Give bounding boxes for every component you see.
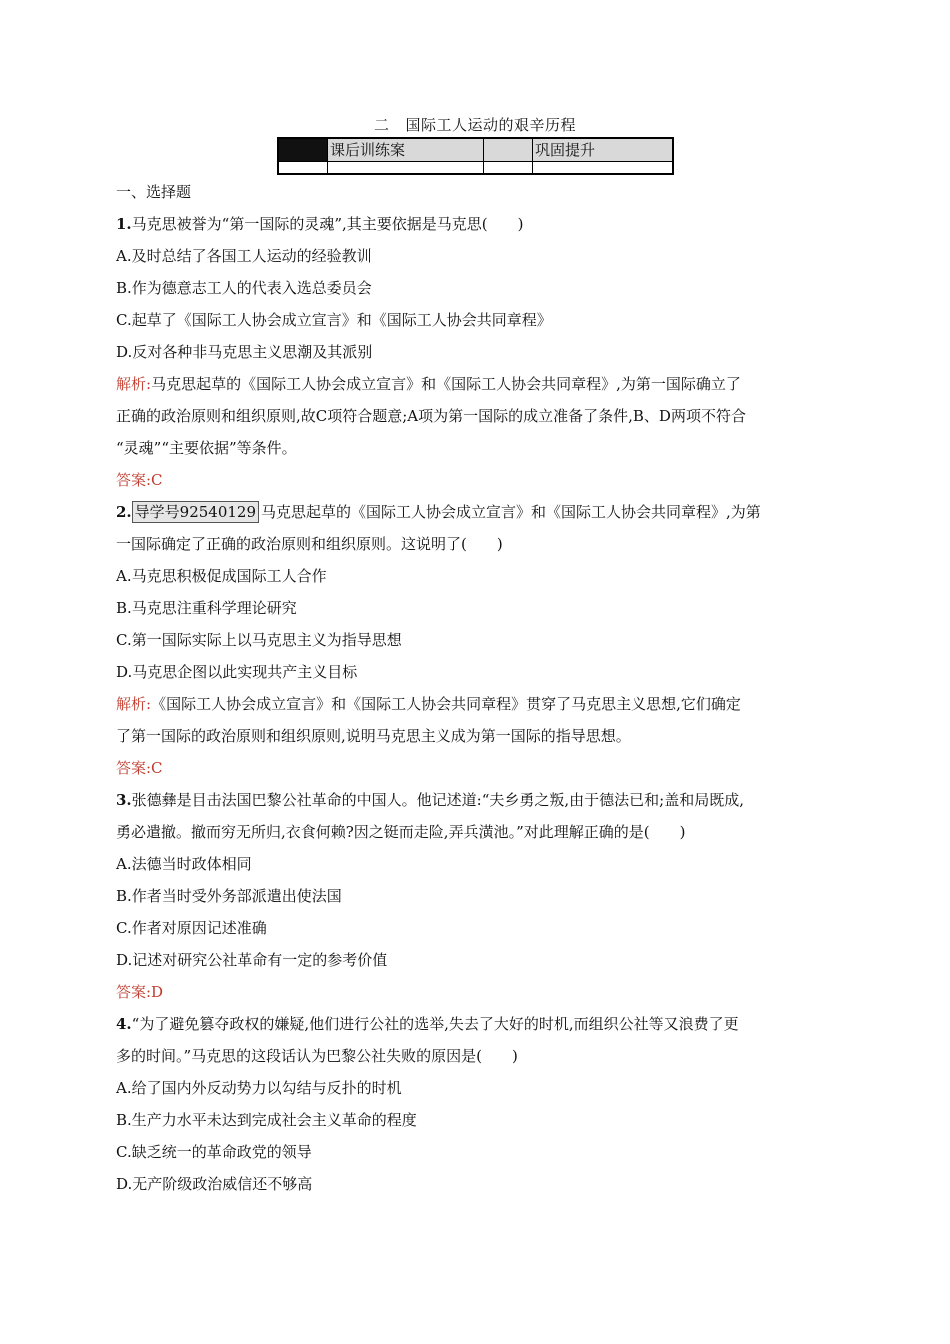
stem-text: “为了避免篡夺政权的嫌疑,他们进行公社的选举,失去了大好的时机,而组织公社等又浪费了更 <box>131 1015 739 1033</box>
header-cell-blank <box>484 138 533 162</box>
question-2-answer: 答案:C <box>116 759 163 777</box>
question-number: 3. <box>116 791 132 809</box>
analysis-label: 解析: <box>116 695 152 713</box>
stem-text: 张德彝是目击法国巴黎公社革命的中国人。他记述道:“夫乡勇之叛,由于德法已和;盖和局既成, <box>131 791 744 809</box>
analysis-text: 马克思起草的《国际工人协会成立宣言》和《国际工人协会共同章程》,为第一国际确立了 <box>151 375 741 393</box>
question-4-option-c: C.缺乏统一的革命政党的领导 <box>116 1143 312 1161</box>
section-heading: 一、选择题 <box>116 183 192 201</box>
question-2-option-c: C.第一国际实际上以马克思主义为指导思想 <box>116 631 402 649</box>
question-4-option-d: D.无产阶级政治威信还不够高 <box>116 1175 313 1193</box>
header-cell-empty <box>278 162 328 175</box>
question-3-answer: 答案:D <box>116 983 164 1001</box>
question-4-stem <box>116 1012 836 1044</box>
stem-text: 马克思起草的《国际工人协会成立宣言》和《国际工人协会共同章程》,为第 <box>261 503 761 521</box>
header-cell-empty <box>328 162 484 175</box>
question-1-analysis-cont: “灵魂”“主要依据”等条件。 <box>116 439 297 457</box>
header-cell-empty <box>533 162 674 175</box>
header-cell-consolidate: 巩固提升 <box>533 138 674 162</box>
question-1-option-c: C.起草了《国际工人协会成立宣言》和《国际工人协会共同章程》 <box>116 311 552 329</box>
question-list <box>116 180 836 1204</box>
guide-number-tag[interactable]: 导学号92540129 <box>132 501 259 523</box>
question-3-option-d: D.记述对研究公社革命有一定的参考价值 <box>116 951 388 969</box>
header-cell-training: 课后训练案 <box>328 138 484 162</box>
question-4-stem-cont: 多的时间。”马克思的这段话认为巴黎公社失败的原因是( ) <box>116 1047 518 1065</box>
question-3-stem-cont: 勇必遣撤。撤而穷无所归,衣食何赖?因之铤而走险,弄兵潢池。”对此理解正确的是( ) <box>116 823 686 841</box>
question-2-analysis-cont: 了第一国际的政治原则和组织原则,说明马克思主义成为第一国际的指导思想。 <box>116 727 631 745</box>
question-1-answer: 答案:C <box>116 471 163 489</box>
question-1-option-a: A.及时总结了各国工人运动的经验教训 <box>116 247 372 265</box>
question-1-option-d: D.反对各种非马克思主义思潮及其派别 <box>116 343 373 361</box>
header-cell-empty <box>484 162 533 175</box>
question-1-stem <box>116 212 836 244</box>
question-3-option-a: A.法德当时政体相同 <box>116 855 252 873</box>
question-2-stem-cont: 一国际确定了正确的政治原则和组织原则。这说明了( ) <box>116 535 503 553</box>
question-number: 1. <box>116 215 132 233</box>
stem-text: 马克思被誉为“第一国际的灵魂”,其主要依据是马克思( ) <box>131 215 524 233</box>
title-number: 二 <box>373 116 390 134</box>
title-text: 国际工人运动的艰辛历程 <box>405 116 577 134</box>
question-1-option-b: B.作为德意志工人的代表入选总委员会 <box>116 279 372 297</box>
question-4-option-a: A.给了国内外反动势力以勾结与反扑的时机 <box>116 1079 402 1097</box>
question-2-analysis <box>116 692 836 724</box>
analysis-text: 《国际工人协会成立宣言》和《国际工人协会共同章程》贯穿了马克思主义思想,它们确定 <box>151 695 741 713</box>
header-table <box>277 137 674 175</box>
page-title <box>0 114 950 136</box>
question-4-option-b: B.生产力水平未达到完成社会主义革命的程度 <box>116 1111 417 1129</box>
question-3-option-c: C.作者对原因记述准确 <box>116 919 267 937</box>
question-1-analysis-cont: 正确的政治原则和组织原则,故C项符合题意;A项为第一国际的成立准备了条件,B、D两项不符合 <box>116 407 746 425</box>
header-cell-black <box>278 138 328 162</box>
question-2-stem <box>116 500 836 532</box>
question-2-option-d: D.马克思企图以此实现共产主义目标 <box>116 663 358 681</box>
question-1-analysis <box>116 372 836 404</box>
question-3-option-b: B.作者当时受外务部派遣出使法国 <box>116 887 342 905</box>
question-2-option-a: A.马克思积极促成国际工人合作 <box>116 567 327 585</box>
question-2-option-b: B.马克思注重科学理论研究 <box>116 599 297 617</box>
question-number: 2. <box>116 503 132 521</box>
question-number: 4. <box>116 1015 132 1033</box>
question-3-stem <box>116 788 836 820</box>
analysis-label: 解析: <box>116 375 152 393</box>
